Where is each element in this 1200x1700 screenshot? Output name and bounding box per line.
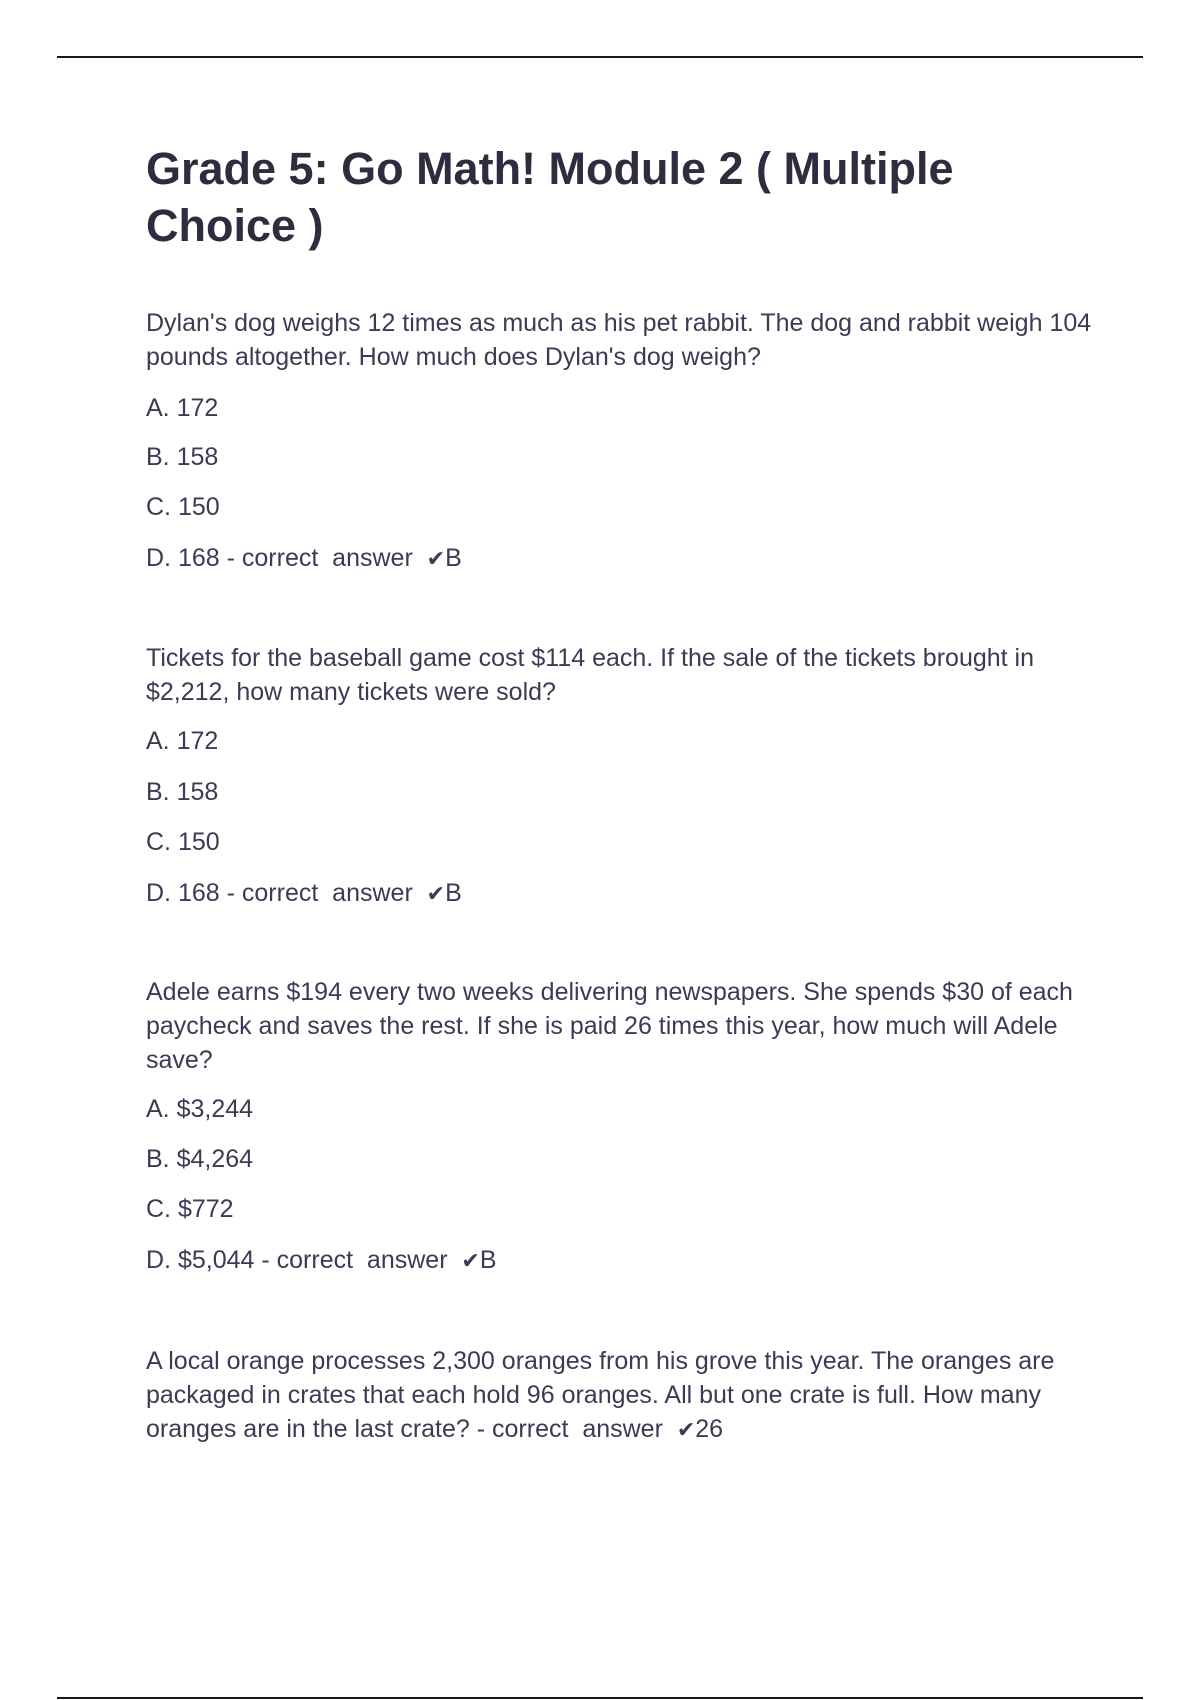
question-2 [146,641,1096,907]
option-a: A. 172 [146,394,219,422]
answer-label: - correct answer [219,879,427,907]
option-b: B. 158 [146,443,219,471]
checkmark-icon: ✔ [461,1249,480,1274]
option-d-with-answer [146,876,462,912]
answer-value: B [445,544,462,572]
option-d: D. 168 [146,879,220,907]
top-divider [57,56,1143,58]
answer-value: B [479,1246,497,1274]
option-a: A. 172 [146,727,219,755]
question-text: Dylan's dog weighs 12 times as much as his pet rabbit. The dog and rabbit weigh 104 pounds altogether. How much does Dylan's dog weigh? [146,309,1092,371]
option-b: B. $4,264 [146,1145,254,1173]
option-d-with-answer [146,1243,497,1279]
checkmark-icon: ✔ [426,547,446,572]
question-text: A local orange processes 2,300 oranges from his grove this year. The oranges are packaged in crates that each hold 96 oranges. All but one crate is full. How many oranges are in the last crate? [146,1347,1055,1443]
option-c: C. 150 [146,493,220,521]
question-text: Tickets for the baseball game cost $114 each. If the sale of the tickets brought in $2,212, how many tickets were sold? [146,644,1035,706]
checkmark-icon: ✔ [676,1418,696,1443]
option-d: D. $5,044 [146,1246,255,1274]
option-c: C. $772 [146,1195,234,1223]
question-1 [146,306,1096,572]
option-c: C. 150 [146,828,220,856]
option-a: A. $3,244 [146,1095,254,1123]
answer-label: - correct answer [219,544,427,572]
answer-label: - correct answer [469,1415,677,1443]
option-b: B. 158 [146,778,219,806]
question-4 [146,1344,1096,1448]
checkmark-icon: ✔ [426,882,446,907]
answer-label: - correct answer [254,1246,462,1274]
option-d-with-answer [146,541,462,577]
bottom-divider [57,1697,1143,1699]
question-3 [146,975,1096,1274]
question-text-with-answer [146,1344,1096,1448]
document-content [146,140,1096,1443]
question-text: Adele earns $194 every two weeks delivering newspapers. She spends $30 of each paycheck and saves the rest. If she is paid 26 times this year, how much will Adele save? [146,978,1073,1074]
document-title: Grade 5: Go Math! Module 2 ( Multiple Choice ) [146,143,954,251]
answer-value: B [445,879,462,907]
answer-value: 26 [695,1415,724,1443]
option-d: D. 168 [146,544,220,572]
